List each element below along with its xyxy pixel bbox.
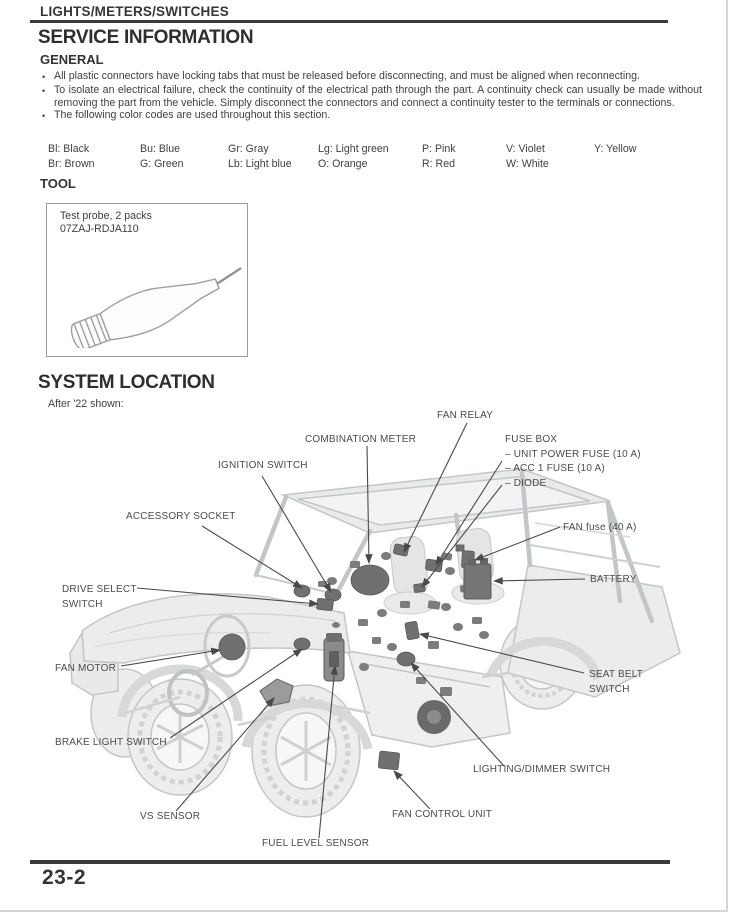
color-code-cell: Bl: Black: [48, 143, 90, 155]
general-notes-list: [42, 70, 702, 123]
vs-sensor-label: VS SENSOR: [140, 811, 201, 822]
bullet-text: All plastic connectors have locking tabs that must be released before disconnecting, and must be aligned when reconnecting.: [54, 70, 640, 82]
vs-sensor-marker: [260, 679, 293, 706]
color-code-cell: Lb: Light blue: [228, 158, 292, 170]
list-item: [42, 84, 702, 110]
color-code-cell: [594, 157, 674, 172]
seat-belt-switch-label: SEAT BELT: [589, 669, 644, 680]
drive-select-switch-marker: [316, 598, 333, 611]
bullet-icon: •: [42, 72, 46, 82]
page-edge-bottom: [0, 910, 728, 912]
seat-belt-switch-label-line2: SWITCH: [589, 684, 630, 695]
probe-body: [98, 265, 224, 345]
drive-select-switch-label-line2: SWITCH: [62, 599, 103, 610]
bullet-icon: •: [42, 111, 46, 122]
color-code-cell: V: Violet: [506, 143, 545, 155]
list-item: [42, 109, 702, 123]
fuel-level-sensor-label: FUEL LEVEL SENSOR: [262, 838, 370, 849]
page-number: 23-2: [42, 866, 87, 889]
accessory-socket-leader-line: [202, 526, 302, 588]
color-code-cell: G: Green: [140, 158, 184, 170]
system-location-note: After '22 shown:: [48, 398, 124, 410]
system-location-heading: SYSTEM LOCATION: [38, 372, 215, 393]
color-code-cell: W: White: [506, 158, 549, 170]
fan-control-leader-line: [394, 771, 430, 809]
ignition-switch-label: IGNITION SWITCH: [218, 460, 308, 471]
footer-rule: [30, 860, 670, 864]
lighting-dimmer-switch-label: LIGHTING/DIMMER SWITCH: [473, 764, 611, 775]
color-code-cell: O: Orange: [318, 158, 368, 170]
probe-needle: [215, 268, 243, 284]
fan-control-unit-marker: [378, 751, 400, 770]
accessory-socket-label: ACCESSORY SOCKET: [126, 511, 236, 522]
combination-meter-marker: [351, 565, 389, 595]
accessory-socket-marker: [294, 585, 310, 597]
color-code-cell: P: Pink: [422, 143, 456, 155]
header-rule: [30, 20, 668, 23]
page-edge-right: [726, 0, 728, 912]
fan-fuse-label: FAN fuse (40 A): [563, 522, 637, 533]
list-item: [42, 70, 702, 84]
seat-belt-switch-marker: [405, 621, 420, 640]
tool-heading: TOOL: [40, 176, 76, 191]
bullet-text: The following color codes are used throughout this section.: [54, 109, 331, 122]
color-code-cell: Gr: Gray: [228, 143, 269, 155]
bullet-text: To isolate an electrical failure, check the continuity of the electrical path through the part. A continuity check can usually be made without removing the part from the vehicle. Simply disconnect the connectors and connect a continuity tester to the terminals or connections.: [54, 83, 702, 109]
bullet-icon: •: [42, 85, 46, 96]
fan-relay-label: FAN RELAY: [437, 410, 494, 421]
fan-control-unit-label: FAN CONTROL UNIT: [392, 809, 493, 820]
color-code-cell: R: Red: [422, 158, 455, 170]
tool-name: Test probe, 2 packs: [60, 210, 152, 222]
battery-label: BATTERY: [590, 574, 637, 585]
hood: [82, 594, 350, 663]
tool-part-number: 07ZAJ-RDJA110: [60, 223, 139, 235]
chapter-title: LIGHTS/METERS/SWITCHES: [40, 4, 229, 19]
fuse-box-marker: [425, 559, 442, 572]
fuse-box-label: FUSE BOX: [505, 434, 558, 445]
color-code-cell: Lg: Light green: [318, 143, 389, 155]
battery-marker: [464, 558, 491, 599]
test-probe-drawing: [47, 236, 247, 348]
system-location-diagram: [30, 395, 710, 865]
fuse-box-diode-label: – DIODE: [505, 478, 547, 489]
fuse-box-acc1-label: – ACC 1 FUSE (10 A): [505, 463, 605, 474]
brake-light-switch-label: BRAKE LIGHT SWITCH: [55, 737, 167, 748]
brake-light-switch-marker: [294, 638, 310, 650]
fuse-box-unit-power-label: – UNIT POWER FUSE (10 A): [505, 449, 641, 460]
color-code-table: [48, 142, 674, 172]
color-code-cell: Y: Yellow: [594, 143, 637, 155]
combination-meter-label: COMBINATION METER: [305, 434, 416, 445]
color-code-cell: Bu: Blue: [140, 143, 181, 155]
tool-box: [46, 203, 248, 357]
service-information-heading: SERVICE INFORMATION: [38, 27, 254, 48]
color-code-cell: Br: Brown: [48, 158, 95, 170]
fan-motor-label: FAN MOTOR: [55, 663, 117, 674]
drive-select-switch-label: DRIVE SELECT: [62, 584, 137, 595]
general-heading: GENERAL: [40, 52, 104, 67]
